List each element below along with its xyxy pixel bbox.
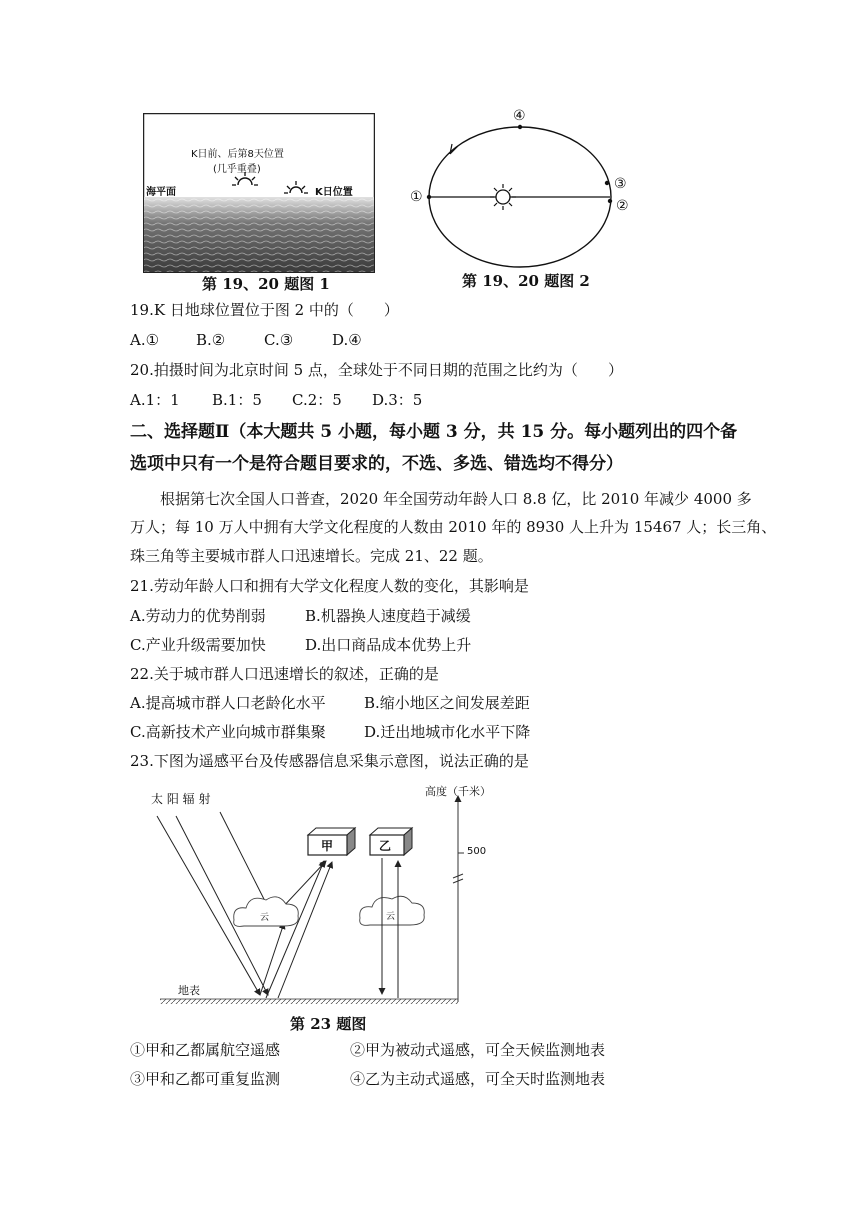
figure-1 [143,113,375,273]
fig3-sun-label: 太 阳 辐 射 [151,792,211,806]
figure-3-graphic [148,782,478,1014]
fig2-marker-3: ③ [614,176,627,192]
q21-stem: 21.劳动年龄人口和拥有大学文化程度人数的变化，其影响是 [130,577,529,595]
figure-2 [410,108,640,273]
q22-option-a: A.提高城市群人口老龄化水平 [130,694,326,712]
fig1-caption: 第 19、20 题图 1 [202,275,330,293]
fig2-marker-2: ② [616,198,629,214]
fig3-ground-label: 地表 [178,984,200,997]
fig3-tick-500: 500 [467,846,487,857]
q21-option-b: B.机器换人速度趋于减缓 [305,607,471,625]
passage-line-3: 珠三角等主要城市群人口迅速增长。完成 21、22 题。 [130,547,493,565]
q20-option-a: A.1：1 [130,391,180,409]
q22-option-d: D.迁出地城市化水平下降 [364,723,531,741]
figure-2-graphic [410,108,640,273]
fig3-caption: 第 23 题图 [290,1015,367,1033]
q23-statement-2: ②甲为被动式遥感，可全天候监测地表 [350,1041,606,1059]
q21-option-a: A.劳动力的优势削弱 [130,607,266,625]
q23-statement-1: ①甲和乙都属航空遥感 [130,1041,281,1059]
fig3-cloud-label-1: 云 [260,913,270,923]
fig1-top-label: K日前、后第8天位置 [191,149,284,160]
section-2-heading-line-2: 选项中只有一个是符合题目要求的，不选、多选、错选均不得分） [130,454,623,474]
fig1-top-label-2: (几乎重叠) [213,164,261,175]
q22-option-c: C.高新技术产业向城市群集聚 [130,723,326,741]
q21-option-d: D.出口商品成本优势上升 [305,636,472,654]
fig1-k-label: K日位置 [315,187,353,198]
q19-option-b: B.② [196,331,226,349]
q23-statement-4: ④乙为主动式遥感，可全天时监测地表 [350,1070,606,1088]
q22-option-b: B.缩小地区之间发展差距 [364,694,530,712]
q22-stem: 22.关于城市群人口迅速增长的叙述，正确的是 [130,665,439,683]
q20-option-b: B.1：5 [212,391,262,409]
sun-icon [490,184,516,210]
q20-option-d: D.3：5 [372,391,423,409]
q23-stem: 23.下图为遥感平台及传感器信息采集示意图，说法正确的是 [130,752,529,770]
fig3-altitude-label: 高度（千米） [425,785,491,798]
passage-line-2: 万人；每 10 万人中拥有大学文化程度的人数由 2010 年的 8930 人上升为 15467 人；长三角、 [130,518,777,536]
fig2-marker-4: ④ [513,108,526,124]
fig2-caption: 第 19、20 题图 2 [462,272,590,290]
figure-3 [148,782,491,1014]
q19-stem: 19.K 日地球位置位于图 2 中的（ ） [130,301,399,319]
section-2-heading-line-1: 二、选择题Ⅱ（本大题共 5 小题，每小题 3 分，共 15 分。每小题列出的四个备 [130,422,738,442]
fig2-marker-1: ① [410,189,423,205]
fig1-sea-label: 海平面 [146,187,176,198]
q19-option-d: D.④ [332,331,362,349]
fig3-jia-label: 甲 [321,839,334,853]
q19-option-a: A.① [130,331,160,349]
fig3-cloud-label-2: 云 [386,912,396,922]
q19-option-c: C.③ [264,331,294,349]
q20-option-c: C.2：5 [292,391,342,409]
fig3-yi-label: 乙 [379,839,392,853]
q21-option-c: C.产业升级需要加快 [130,636,266,654]
q20-stem: 20.拍摄时间为北京时间 5 点，全球处于不同日期的范围之比约为（ ） [130,361,623,379]
passage-line-1: 根据第七次全国人口普查，2020 年全国劳动年龄人口 8.8 亿，比 2010 年减少 4000 多 [130,490,752,508]
q23-statement-3: ③甲和乙都可重复监测 [130,1070,281,1088]
